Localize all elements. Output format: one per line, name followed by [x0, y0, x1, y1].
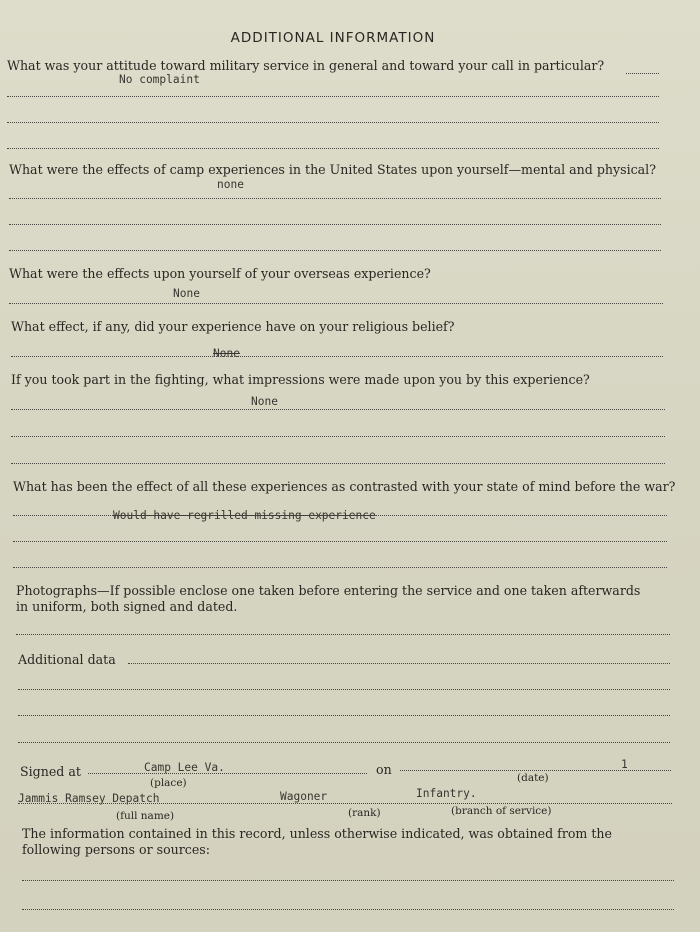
value-place: Camp Lee Va.	[144, 761, 225, 774]
answer-line	[7, 122, 659, 123]
answer-line	[9, 303, 663, 304]
answer-overseas: None	[173, 287, 200, 300]
answer-religious: None	[213, 347, 240, 360]
answer-line	[7, 96, 659, 97]
answer-line	[22, 880, 674, 881]
answer-line	[13, 541, 667, 542]
question-contrast: What has been the effect of all these experiences as contrasted with your state of mind before the war?	[13, 479, 676, 494]
answer-line	[18, 689, 670, 690]
answer-line	[18, 742, 670, 743]
question-overseas: What were the effects upon yourself of your overseas experience?	[9, 266, 431, 281]
caption-date: (date)	[517, 772, 549, 784]
answer-line	[13, 515, 667, 516]
form-title: ADDITIONAL INFORMATION	[230, 30, 436, 46]
value-full-name: Jammis Ramsey Depatch	[18, 792, 160, 805]
answer-line	[626, 73, 659, 74]
answer-line	[22, 909, 674, 910]
question-photographs-text: Photographs—If possible enclose one taken before entering the service and one taken afterwards in uniform, both signed and dated.	[16, 583, 641, 614]
answer-contrast: Would have regrilled missing experience	[113, 509, 376, 522]
question-fighting: If you took part in the fighting, what impressions were made upon you by this experience?	[11, 372, 590, 387]
label-on: on	[376, 762, 392, 777]
answer-camp: none	[217, 178, 244, 191]
answer-line	[13, 567, 667, 568]
value-branch: Infantry.	[416, 787, 477, 800]
question-sources	[22, 826, 674, 858]
answer-line	[16, 634, 670, 635]
answer-line	[11, 436, 665, 437]
answer-fighting: None	[251, 395, 278, 408]
caption-full-name: (full name)	[116, 810, 175, 822]
answer-line	[11, 463, 665, 464]
caption-branch: (branch of service)	[451, 805, 552, 817]
value-rank: Wagoner	[280, 790, 328, 803]
answer-line	[11, 356, 663, 357]
answer-line	[18, 715, 670, 716]
answer-line	[11, 409, 665, 410]
answer-attitude: No complaint	[119, 73, 200, 86]
answer-line	[7, 148, 659, 149]
question-camp: What were the effects of camp experiences in the United States upon yourself—mental and physical?	[9, 162, 656, 177]
answer-line	[9, 198, 661, 199]
answer-line	[9, 250, 661, 251]
question-sources-text: The information contained in this record, unless otherwise indicated, was obtained from the following persons or sources:	[22, 826, 612, 857]
place-line	[88, 773, 367, 774]
caption-rank: (rank)	[348, 807, 381, 819]
answer-line	[128, 663, 670, 664]
caption-place: (place)	[150, 777, 187, 789]
answer-line	[9, 224, 661, 225]
label-signed-at: Signed at	[20, 764, 81, 779]
question-photographs	[16, 583, 656, 615]
date-line	[400, 770, 671, 771]
question-religious: What effect, if any, did your experience have on your religious belief?	[11, 319, 455, 334]
label-additional-data: Additional data	[18, 652, 116, 667]
question-attitude: What was your attitude toward military service in general and toward your call in particular?	[7, 58, 605, 73]
value-date: 1	[621, 758, 628, 771]
